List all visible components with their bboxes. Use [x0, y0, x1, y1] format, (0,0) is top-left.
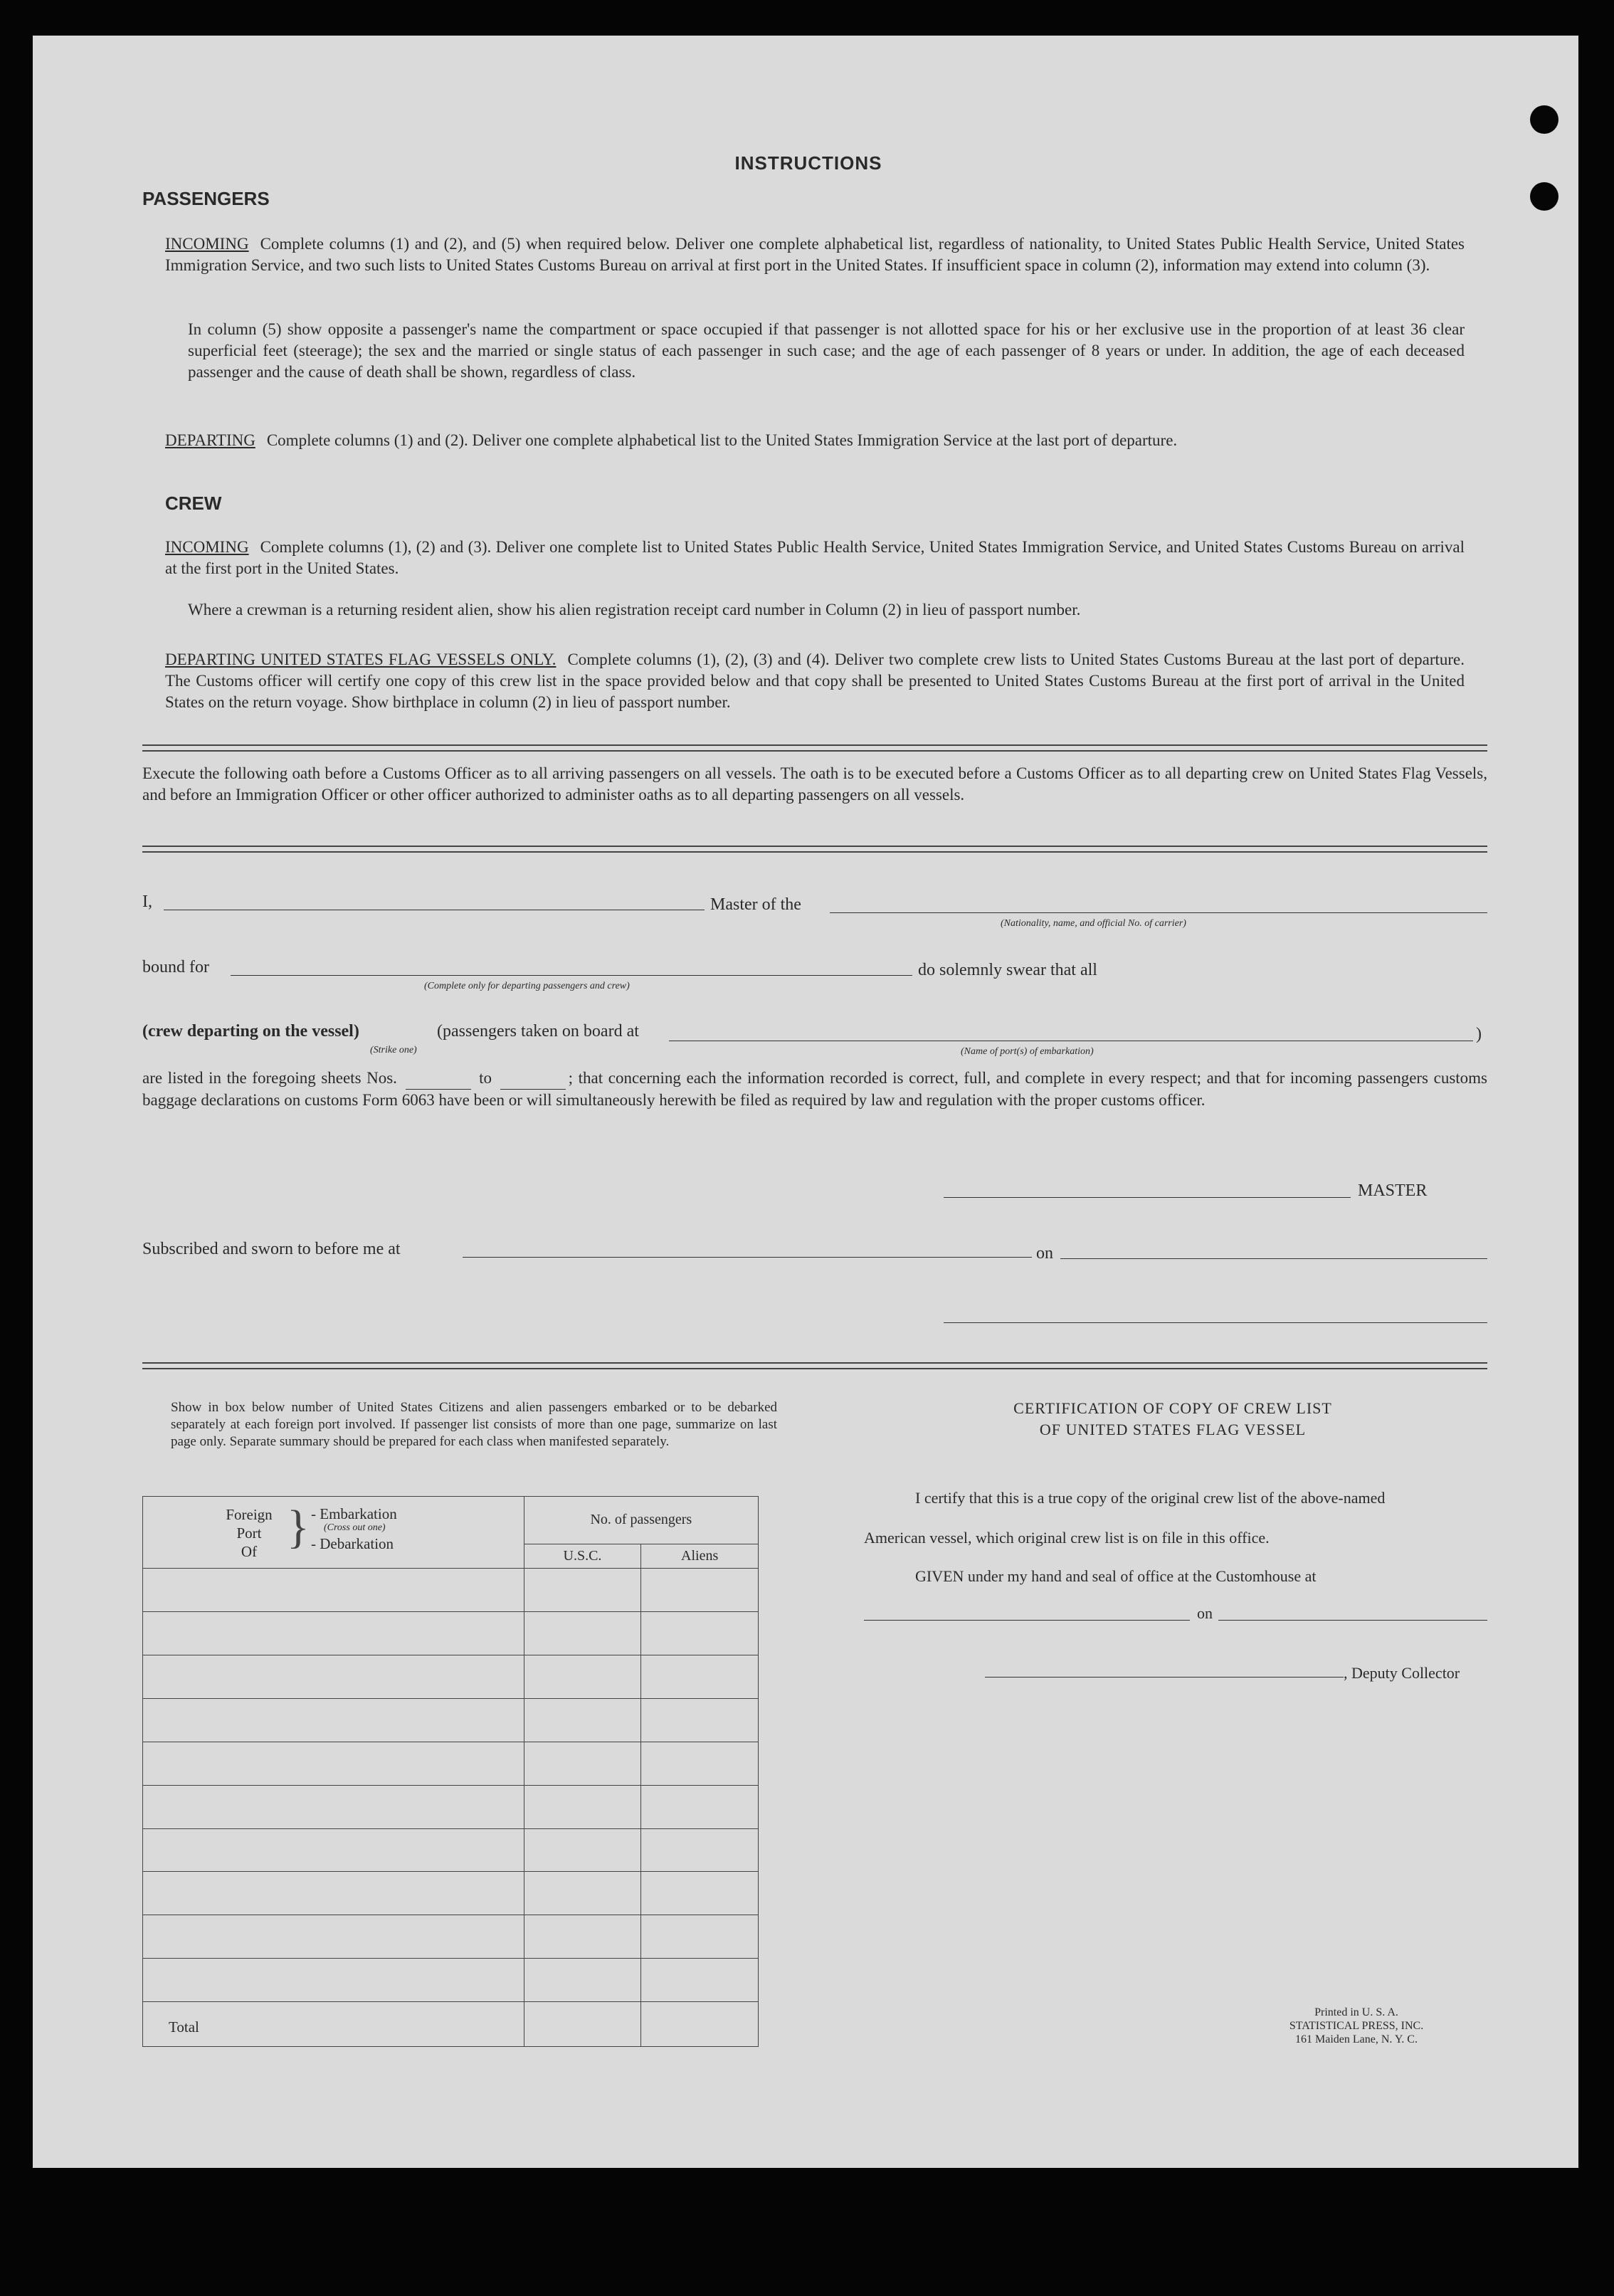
on-label: on: [1036, 1244, 1053, 1263]
aliens-cell[interactable]: [641, 1699, 759, 1742]
swear-label: do solemnly swear that all: [918, 961, 1097, 979]
passenger-summary-table: [142, 1496, 759, 2047]
summary-note: Show in box below number of United States Citizens and alien passengers embarked or to be debarked separately at each foreign port involved. If passenger list consists of more than one page, summarize on last page only. Separate summary should be prepared for each class when manifested separately.: [171, 1400, 777, 1449]
of-text: Of: [241, 1543, 258, 1560]
aliens-total-cell[interactable]: [641, 2002, 759, 2047]
subscribed-place-field[interactable]: [463, 1257, 1032, 1258]
carrier-field[interactable]: [830, 912, 1487, 913]
sheet-from-field[interactable]: [406, 1068, 471, 1090]
column5-paragraph: In column (5) show opposite a passenger's name the compartment or space occupied if that passenger is not allotted space for his or her exclusive use in the proportion of at least 36 clear superficial feet (steerage); the sex and the married or single status of each passenger in such case; and the age of each passenger of 8 years or under. In addition, the age of each deceased passenger and the cause of death shall be shown, regardless of class.: [188, 320, 1465, 381]
customhouse-field[interactable]: [864, 1620, 1190, 1621]
aliens-cell[interactable]: [641, 1785, 759, 1828]
passengers-incoming-text: Complete columns (1) and (2), and (5) when required below. Deliver one complete alphabetical list, regardless of nationality, to United States Public Health Service, United States Immigration Service, and two such lists to United States Customs Bureau on arrival at first port in the United States. If insufficient space in column (2), information may extend into column (3).: [165, 235, 1465, 274]
port-header-cell: [143, 1497, 524, 1569]
foreign-text: Foreign: [226, 1506, 273, 1523]
crew-resident-paragraph: Where a crewman is a returning resident alien, show his alien registration receipt card number in Column (2) in lieu of passport number.: [188, 601, 1081, 618]
aliens-cell[interactable]: [641, 1655, 759, 1699]
nationality-caption: (Nationality, name, and official No. of carrier): [1001, 918, 1186, 929]
port-text: Port: [236, 1524, 262, 1542]
passengers-departing-label: DEPARTING: [165, 431, 255, 449]
deputy-signature-field[interactable]: [985, 1677, 1344, 1678]
table-row: [143, 1742, 759, 1785]
usc-cell[interactable]: [524, 1655, 641, 1699]
no-passengers-header: No. of passengers: [524, 1497, 758, 1544]
form-page: [33, 36, 1578, 2168]
passengers-heading: PASSENGERS: [142, 188, 270, 209]
crew-heading: CREW: [165, 493, 222, 514]
crew-incoming-label: INCOMING: [165, 538, 249, 556]
listed-text-2: ; that concerning each the information recorded is correct, full, and complete in every respect; and that for incoming passengers customs baggage declarations on customs Form 6063 have been or will simultaneously herewith be filed as required by law and regulation with the proper customs officer.: [142, 1069, 1488, 1109]
port-cell[interactable]: [143, 1655, 524, 1699]
oath-i-label: I,: [142, 892, 152, 911]
master-label: MASTER: [1358, 1181, 1428, 1200]
crew-incoming-text: Complete columns (1), (2) and (3). Deliver one complete list to United States Public Health Service, United States Immigration Service, and United States Customs Bureau on arrival at the first port in the United States.: [165, 538, 1465, 577]
bound-for-label: bound for: [142, 958, 209, 976]
port-cell[interactable]: [143, 1915, 524, 1959]
aliens-cell[interactable]: [641, 1569, 759, 1612]
total-row: [143, 2002, 759, 2047]
passengers-incoming-paragraph: [165, 233, 1465, 276]
usc-cell[interactable]: [524, 1959, 641, 2002]
crew-departing-text: Complete columns (1), (2), (3) and (4). Deliver two complete crew lists to United States Customs Bureau at the last port of departure. The Customs officer will certify one copy of this crew list in the space provided below and that copy shall be presented to United States Customs Bureau at the first port of arrival in the United States on the return voyage. Show birthplace in column (2) in lieu of passport number.: [165, 651, 1465, 711]
certification-on-label: on: [1197, 1604, 1213, 1622]
strike-one-caption: (Strike one): [370, 1045, 417, 1055]
close-paren: ): [1476, 1025, 1482, 1043]
table-row: [143, 1569, 759, 1612]
master-signature-field[interactable]: [944, 1197, 1351, 1198]
passengers-taken-option[interactable]: (passengers taken on board at: [437, 1022, 639, 1041]
certification-line-2: American vessel, which original crew list is on file in this office.: [864, 1529, 1270, 1547]
master-of-the-label: Master of the: [710, 895, 801, 914]
bound-for-field[interactable]: [231, 975, 912, 976]
officer-signature-field[interactable]: [944, 1322, 1487, 1323]
usc-cell[interactable]: [524, 1612, 641, 1655]
usc-header: U.S.C.: [524, 1544, 641, 1568]
printer-line-3: 161 Maiden Lane, N. Y. C.: [1295, 2033, 1418, 2045]
to-label: to: [479, 1069, 492, 1087]
section-divider-2: [142, 846, 1487, 853]
oath-intro-paragraph: Execute the following oath before a Customs Officer as to all arriving passengers on all vessels. The oath is to be executed before a Customs Officer as to all departing crew on United States Flag Vessels, and before an Immigration Officer or other officer authorized to administer oaths as to all departing passengers on all vessels.: [142, 764, 1487, 804]
certification-date-field[interactable]: [1218, 1620, 1487, 1621]
foreign-port-of-label: [216, 1505, 283, 1561]
listed-text-1: are listed in the foregoing sheets Nos.: [142, 1069, 397, 1087]
passengers-departing-text: Complete columns (1) and (2). Deliver one complete alphabetical list to the United States Immigration Service at the last port of departure.: [266, 431, 1178, 449]
crew-departing-paragraph: [165, 649, 1465, 713]
port-cell[interactable]: [143, 1872, 524, 1915]
usc-cell[interactable]: [524, 1742, 641, 1785]
aliens-cell[interactable]: [641, 1872, 759, 1915]
port-cell[interactable]: [143, 1828, 524, 1872]
page-title: INSTRUCTIONS: [734, 152, 882, 174]
certification-heading-2: OF UNITED STATES FLAG VESSEL: [1039, 1421, 1307, 1438]
aliens-cell[interactable]: [641, 1612, 759, 1655]
table-row: [143, 1785, 759, 1828]
printer-line-1: Printed in U. S. A.: [1314, 2006, 1398, 2018]
total-label: Total: [143, 2002, 524, 2047]
ports-caption: (Name of port(s) of embarkation): [961, 1046, 1094, 1057]
punch-hole-bottom: [1530, 182, 1558, 211]
port-cell[interactable]: [143, 1959, 524, 2002]
usc-total-cell[interactable]: [524, 2002, 641, 2047]
subscribed-label: Subscribed and sworn to before me at: [142, 1240, 401, 1258]
aliens-cell[interactable]: [641, 1828, 759, 1872]
aliens-cell[interactable]: [641, 1742, 759, 1785]
subscribed-date-field[interactable]: [1060, 1258, 1487, 1259]
usc-cell[interactable]: [524, 1699, 641, 1742]
cross-out-caption: (Cross out one): [324, 1522, 386, 1533]
aliens-cell[interactable]: [641, 1915, 759, 1959]
table-row: [143, 1828, 759, 1872]
crew-departing-option[interactable]: [142, 1022, 359, 1041]
table-row: [143, 1655, 759, 1699]
embarkation-label[interactable]: - Embarkation: [311, 1505, 397, 1522]
table-row: [143, 1915, 759, 1959]
port-cell[interactable]: [143, 1612, 524, 1655]
crew-departing-text: (crew departing on the vessel): [142, 1022, 359, 1041]
deputy-collector-label: , Deputy Collector: [1344, 1664, 1460, 1682]
port-cell[interactable]: [143, 1742, 524, 1785]
debarkation-label[interactable]: - Debarkation: [311, 1535, 394, 1552]
port-cell[interactable]: [143, 1569, 524, 1612]
aliens-cell[interactable]: [641, 1959, 759, 2002]
punch-hole-top: [1530, 105, 1558, 134]
port-cell[interactable]: [143, 1699, 524, 1742]
section-divider-3: [142, 1362, 1487, 1369]
printer-imprint: [1243, 2006, 1470, 2046]
usc-cell[interactable]: [524, 1569, 641, 1612]
table-row: [143, 1872, 759, 1915]
usc-cell[interactable]: [524, 1872, 641, 1915]
usc-cell[interactable]: [524, 1915, 641, 1959]
table-row: [143, 1699, 759, 1742]
passengers-departing-paragraph: [165, 430, 1465, 451]
crew-departing-label: DEPARTING UNITED STATES FLAG VESSELS ONLY.: [165, 651, 557, 668]
printer-line-2: STATISTICAL PRESS, INC.: [1289, 2020, 1424, 2032]
aliens-header: Aliens: [641, 1544, 759, 1568]
section-divider-1: [142, 744, 1487, 752]
passengers-incoming-label: INCOMING: [165, 235, 249, 253]
table-row: [143, 1959, 759, 2002]
certification-line-1: I certify that this is a true copy of the original crew list of the above-named: [915, 1489, 1386, 1507]
oath-statement: [142, 1068, 1487, 1111]
usc-cell[interactable]: [524, 1785, 641, 1828]
sheet-to-field[interactable]: [500, 1068, 566, 1090]
brace-icon: }: [287, 1501, 310, 1553]
usc-cell[interactable]: [524, 1828, 641, 1872]
certification-line-3: GIVEN under my hand and seal of office at the Customhouse at: [915, 1567, 1317, 1585]
table-row: [143, 1612, 759, 1655]
port-cell[interactable]: [143, 1785, 524, 1828]
complete-caption: (Complete only for departing passengers and crew): [424, 981, 630, 991]
certification-heading-1: CERTIFICATION OF COPY OF CREW LIST: [1013, 1399, 1332, 1417]
crew-incoming-paragraph: [165, 537, 1465, 579]
